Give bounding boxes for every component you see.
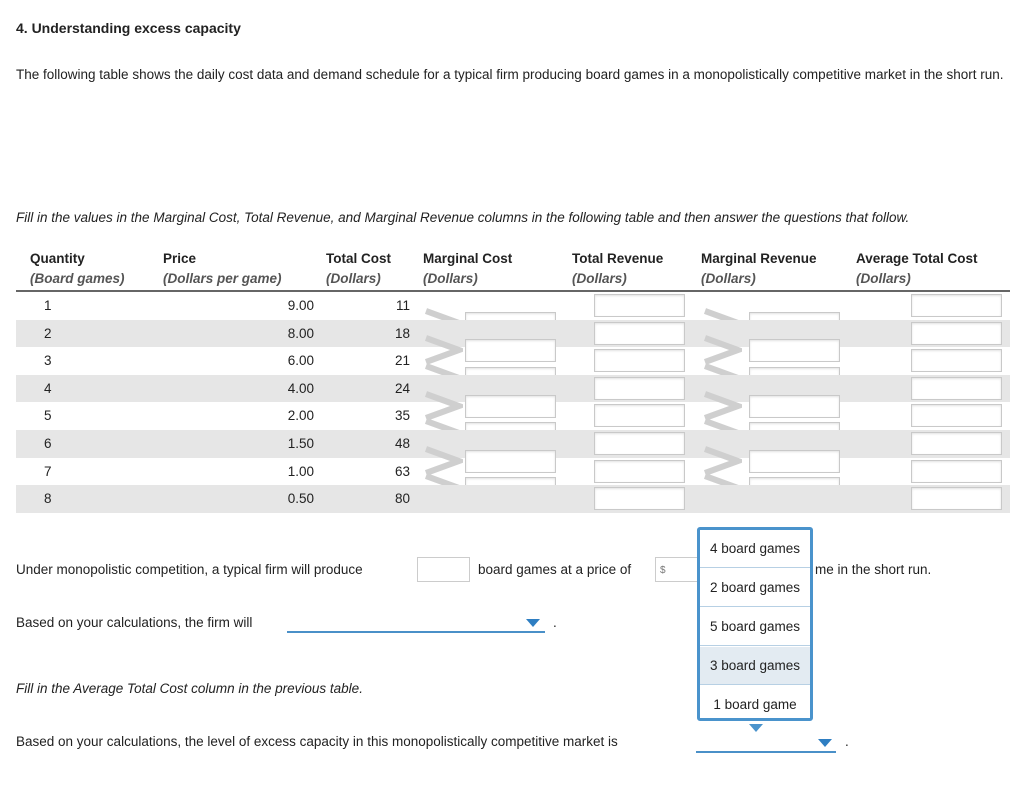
cell-price: 2.00	[287, 408, 314, 424]
question-produce-tail: me in the short run.	[815, 562, 932, 577]
cell-price: 1.00	[287, 463, 314, 479]
cell-price: 0.50	[287, 491, 314, 507]
chevron-down-icon[interactable]	[818, 739, 832, 747]
header-price: Price (Dollars per game)	[163, 251, 282, 286]
page-title: 4. Understanding excess capacity	[16, 20, 241, 36]
cell-price: 8.00	[287, 325, 314, 341]
question-produce	[16, 562, 363, 577]
cell-quantity: 1	[44, 298, 52, 313]
cell-total-cost: 80	[394, 491, 410, 507]
atc-instruction: Fill in the Average Total Cost column in the previous table.	[16, 681, 363, 696]
cell-quantity: 6	[44, 436, 52, 451]
excess-capacity-dropdown-menu	[697, 527, 813, 721]
price-answer-input[interactable]	[655, 557, 701, 582]
cell-price: 4.00	[287, 380, 314, 396]
average-total-cost-input[interactable]	[911, 432, 1002, 455]
header-marginal-cost: Marginal Cost (Dollars)	[423, 251, 513, 286]
cell-total-cost: 63	[394, 463, 410, 479]
dropdown-option[interactable]: 2 board games	[700, 569, 810, 607]
average-total-cost-input[interactable]	[911, 377, 1002, 400]
total-revenue-input[interactable]	[594, 322, 685, 345]
average-total-cost-input[interactable]	[911, 487, 1002, 510]
question-firm-period: .	[553, 615, 557, 630]
dollar-sign: $	[660, 565, 666, 576]
price-label: board games at a price of	[478, 562, 632, 577]
cell-total-cost: 35	[394, 408, 410, 424]
quantity-answer-input[interactable]	[417, 557, 470, 582]
total-revenue-input[interactable]	[594, 349, 685, 372]
intro-text: The following table shows the daily cost data and demand schedule for a typical firm producing board games in a monopolistically competitive market in the short run.	[16, 67, 1004, 82]
cell-price: 9.00	[287, 298, 314, 313]
question-excess: Based on your calculations, the level of excess capacity in this monopolistically competitive market is	[16, 734, 618, 749]
header-quantity: Quantity (Board games)	[30, 251, 125, 286]
average-total-cost-input[interactable]	[911, 322, 1002, 345]
header-total-cost: Total Cost (Dollars)	[326, 251, 391, 286]
table-row	[16, 485, 1010, 513]
cell-quantity: 3	[44, 353, 52, 369]
cell-price: 1.50	[287, 436, 314, 451]
excess-capacity-dropdown[interactable]	[696, 751, 836, 753]
cell-total-cost: 18	[394, 325, 410, 341]
firm-dropdown[interactable]	[287, 631, 545, 633]
cell-price: 6.00	[287, 353, 314, 369]
dropdown-pointer	[749, 724, 763, 732]
average-total-cost-input[interactable]	[911, 349, 1002, 372]
cell-quantity: 7	[44, 463, 52, 479]
total-revenue-input[interactable]	[594, 487, 685, 510]
header-marginal-revenue: Marginal Revenue (Dollars)	[701, 251, 817, 286]
table-instruction: Fill in the values in the Marginal Cost, Total Revenue, and Marginal Revenue columns in the following table and then answer the questions that follow.	[16, 210, 910, 225]
table-header	[16, 246, 1010, 292]
cost-table	[16, 246, 1010, 518]
average-total-cost-input[interactable]	[911, 294, 1002, 317]
cell-total-cost: 48	[394, 436, 410, 451]
cell-total-cost: 24	[394, 380, 410, 396]
cell-quantity: 5	[44, 408, 52, 424]
dropdown-option[interactable]: 4 board games	[700, 530, 810, 568]
question-produce-text: Under monopolistic competition, a typical firm will produce	[16, 562, 363, 577]
chevron-down-icon[interactable]	[526, 619, 540, 627]
dropdown-option[interactable]: 5 board games	[700, 608, 810, 646]
cell-quantity: 2	[44, 325, 52, 341]
header-average-total-cost: Average Total Cost (Dollars)	[856, 251, 978, 286]
total-revenue-input[interactable]	[594, 404, 685, 427]
total-revenue-input[interactable]	[594, 294, 685, 317]
total-revenue-input[interactable]	[594, 460, 685, 483]
cell-quantity: 4	[44, 380, 52, 396]
cell-total-cost: 21	[394, 353, 410, 369]
cell-total-cost: 11	[395, 298, 410, 313]
header-total-revenue: Total Revenue (Dollars)	[572, 251, 664, 286]
total-revenue-input[interactable]	[594, 377, 685, 400]
dropdown-option-highlighted[interactable]: 3 board games	[700, 647, 810, 685]
total-revenue-input[interactable]	[594, 432, 685, 455]
question-excess-period: .	[845, 734, 849, 749]
average-total-cost-input[interactable]	[911, 460, 1002, 483]
dropdown-option[interactable]: 1 board game	[713, 697, 797, 712]
average-total-cost-input[interactable]	[911, 404, 1002, 427]
question-firm: Based on your calculations, the firm will	[16, 615, 253, 630]
cell-quantity: 8	[44, 491, 52, 507]
